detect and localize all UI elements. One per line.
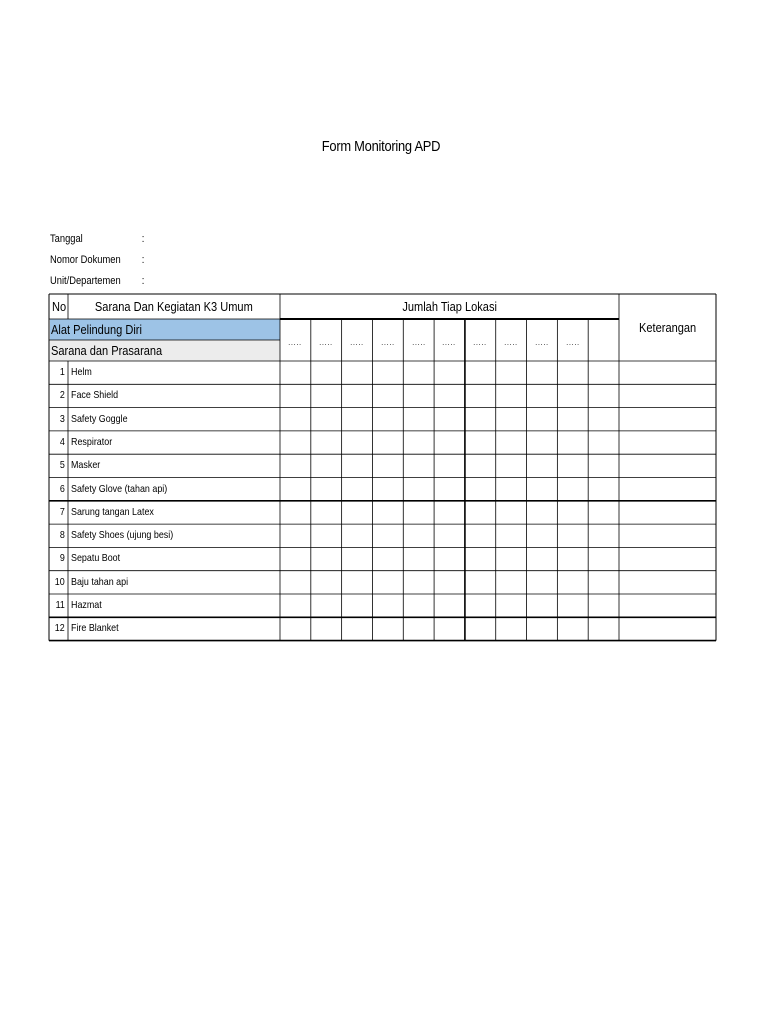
location-count-cell[interactable]	[434, 361, 465, 384]
location-count-cell[interactable]	[588, 361, 619, 384]
location-count-cell[interactable]	[496, 594, 527, 617]
location-count-cell[interactable]	[403, 408, 434, 431]
location-count-cell[interactable]	[403, 384, 434, 407]
location-count-cell[interactable]	[280, 454, 311, 477]
location-count-cell[interactable]	[403, 478, 434, 501]
location-count-cell[interactable]	[372, 361, 403, 384]
location-count-cell[interactable]	[403, 361, 434, 384]
row-item-name	[71, 547, 280, 570]
row-number-text: 8	[60, 529, 65, 542]
location-count-cell[interactable]	[342, 501, 373, 524]
location-count-cell[interactable]	[311, 547, 342, 570]
location-count-cell[interactable]	[372, 501, 403, 524]
location-column-header-text: .....	[442, 338, 457, 347]
location-count-cell[interactable]	[465, 524, 496, 547]
header-no-text: No	[52, 299, 67, 314]
row-number	[49, 361, 65, 384]
header-locations	[280, 294, 619, 319]
location-count-cell[interactable]	[280, 431, 311, 454]
location-count-cell[interactable]	[434, 571, 465, 594]
location-column-header[interactable]	[311, 325, 342, 361]
location-count-cell[interactable]	[434, 547, 465, 570]
location-count-cell[interactable]	[465, 454, 496, 477]
location-count-cell[interactable]	[496, 408, 527, 431]
location-count-cell[interactable]	[434, 384, 465, 407]
row-item-name	[71, 361, 280, 384]
location-count-cell[interactable]	[280, 361, 311, 384]
location-count-cell[interactable]	[280, 408, 311, 431]
field-separator: :	[141, 254, 145, 266]
location-count-cell[interactable]	[403, 617, 434, 640]
location-column-header-text: .....	[535, 338, 549, 347]
location-count-cell[interactable]	[372, 594, 403, 617]
row-item-name-text: Face Shield	[71, 389, 119, 402]
location-count-cell[interactable]	[588, 408, 619, 431]
form-title: Form Monitoring APD	[321, 138, 441, 155]
location-count-cell[interactable]	[557, 571, 588, 594]
notes-cell[interactable]	[619, 361, 716, 384]
location-count-cell[interactable]	[527, 478, 558, 501]
location-column-header-text: .....	[350, 338, 364, 347]
location-count-cell[interactable]	[588, 524, 619, 547]
location-count-cell[interactable]	[280, 617, 311, 640]
location-count-cell[interactable]	[434, 617, 465, 640]
location-count-cell[interactable]	[588, 431, 619, 454]
field-separator: :	[141, 233, 145, 245]
location-count-cell[interactable]	[527, 617, 558, 640]
location-count-cell[interactable]	[465, 547, 496, 570]
row-item-name-text: Sarung tangan Latex	[71, 505, 154, 518]
location-count-cell[interactable]	[588, 617, 619, 640]
location-count-cell[interactable]	[465, 408, 496, 431]
location-count-cell[interactable]	[527, 501, 558, 524]
header-item	[68, 294, 280, 319]
location-count-cell[interactable]	[557, 524, 588, 547]
category-selected-label-text: Alat Pelindung Diri	[51, 322, 142, 337]
location-column-header-text: .....	[473, 338, 488, 347]
row-number	[49, 408, 65, 431]
row-item-name	[71, 594, 280, 617]
location-count-cell[interactable]	[588, 501, 619, 524]
header-item-text: Sarana Dan Kegiatan K3 Umum	[95, 299, 253, 314]
location-count-cell[interactable]	[496, 431, 527, 454]
location-count-cell[interactable]	[372, 524, 403, 547]
location-count-cell[interactable]	[280, 384, 311, 407]
location-count-cell[interactable]	[588, 454, 619, 477]
location-column-header-text: .....	[504, 338, 518, 347]
location-count-cell[interactable]	[342, 524, 373, 547]
field-label: Unit/Departemen	[50, 275, 121, 287]
row-number	[49, 571, 65, 594]
location-column-header-text: .....	[319, 338, 334, 347]
row-number	[49, 617, 65, 640]
location-count-cell[interactable]	[434, 454, 465, 477]
category-other-label-text: Sarana dan Prasarana	[51, 343, 163, 358]
location-column-header[interactable]	[342, 325, 373, 361]
row-item-name-text: Safety Shoes (ujung besi)	[71, 529, 174, 542]
location-count-cell[interactable]	[342, 408, 373, 431]
row-item-name	[71, 617, 280, 640]
location-count-cell[interactable]	[342, 384, 373, 407]
location-count-cell[interactable]	[434, 501, 465, 524]
location-count-cell[interactable]	[434, 408, 465, 431]
row-item-name	[71, 431, 280, 454]
row-number	[49, 454, 65, 477]
location-column-header-text: .....	[565, 338, 580, 347]
notes-cell[interactable]	[619, 454, 716, 477]
row-item-name	[71, 408, 280, 431]
notes-cell[interactable]	[619, 408, 716, 431]
row-item-name-text: Helm	[71, 366, 92, 378]
notes-cell[interactable]	[619, 478, 716, 501]
location-count-cell[interactable]	[588, 594, 619, 617]
row-item-name	[71, 501, 280, 524]
location-count-cell[interactable]	[372, 431, 403, 454]
location-count-cell[interactable]	[311, 501, 342, 524]
location-count-cell[interactable]	[465, 617, 496, 640]
row-item-name	[71, 384, 280, 407]
row-number-text: 10	[55, 575, 65, 588]
location-count-cell[interactable]	[403, 547, 434, 570]
location-count-cell[interactable]	[527, 454, 558, 477]
header-notes-text: Keterangan	[638, 320, 697, 335]
notes-cell[interactable]	[619, 524, 716, 547]
location-count-cell[interactable]	[557, 547, 588, 570]
row-number-text: 3	[60, 412, 65, 425]
row-item-name-text: Baju tahan api	[71, 575, 129, 588]
row-item-name-text: Safety Goggle	[71, 412, 128, 425]
row-item-name-text: Fire Blanket	[71, 622, 119, 635]
row-number-text: 12	[55, 622, 65, 635]
location-count-cell[interactable]	[465, 571, 496, 594]
location-count-cell[interactable]	[372, 478, 403, 501]
row-item-name-text: Sepatu Boot	[71, 552, 121, 565]
row-number-text: 4	[60, 435, 65, 448]
location-count-cell[interactable]	[557, 594, 588, 617]
location-count-cell[interactable]	[527, 431, 558, 454]
row-number	[49, 594, 65, 617]
location-count-cell[interactable]	[465, 478, 496, 501]
row-number-text: 11	[55, 599, 65, 611]
row-item-name-text: Hazmat	[71, 599, 102, 611]
row-number	[49, 431, 65, 454]
location-count-cell[interactable]	[496, 571, 527, 594]
location-count-cell[interactable]	[280, 571, 311, 594]
row-number	[49, 478, 65, 501]
row-number-text: 1	[60, 366, 65, 378]
location-column-header[interactable]	[557, 325, 588, 361]
location-column-header-text: .....	[381, 338, 395, 347]
location-count-cell[interactable]	[311, 617, 342, 640]
location-column-header[interactable]	[372, 325, 403, 361]
location-count-cell[interactable]	[527, 571, 558, 594]
location-count-cell[interactable]	[557, 478, 588, 501]
location-count-cell[interactable]	[588, 571, 619, 594]
header-locations-text: Jumlah Tiap Lokasi	[402, 299, 497, 314]
location-count-cell[interactable]	[557, 384, 588, 407]
notes-cell[interactable]	[619, 547, 716, 570]
location-count-cell[interactable]	[372, 547, 403, 570]
location-count-cell[interactable]	[311, 571, 342, 594]
location-count-cell[interactable]	[557, 408, 588, 431]
location-count-cell[interactable]	[496, 617, 527, 640]
row-item-name	[71, 524, 280, 547]
location-count-cell[interactable]	[434, 431, 465, 454]
row-number-text: 5	[60, 459, 65, 472]
row-number-text: 6	[60, 482, 65, 495]
row-number	[49, 524, 65, 547]
location-column-header[interactable]	[588, 325, 619, 361]
location-count-cell[interactable]	[465, 384, 496, 407]
location-count-cell[interactable]	[342, 594, 373, 617]
header-no	[52, 294, 68, 319]
location-count-cell[interactable]	[342, 547, 373, 570]
location-count-cell[interactable]	[527, 408, 558, 431]
location-column-header[interactable]	[496, 325, 527, 361]
location-count-cell[interactable]	[311, 361, 342, 384]
field-label: Nomor Dokumen	[50, 254, 121, 266]
location-column-header-text: .....	[288, 338, 303, 347]
location-count-cell[interactable]	[527, 547, 558, 570]
location-count-cell[interactable]	[403, 524, 434, 547]
row-number-text: 9	[60, 552, 65, 565]
location-count-cell[interactable]	[496, 454, 527, 477]
location-count-cell[interactable]	[342, 361, 373, 384]
location-column-header[interactable]	[403, 325, 434, 361]
location-count-cell[interactable]	[588, 478, 619, 501]
field-separator: :	[141, 275, 145, 287]
location-count-cell[interactable]	[496, 547, 527, 570]
location-count-cell[interactable]	[465, 594, 496, 617]
location-count-cell[interactable]	[557, 361, 588, 384]
location-count-cell[interactable]	[311, 454, 342, 477]
header-notes	[619, 294, 716, 361]
location-count-cell[interactable]	[372, 384, 403, 407]
location-count-cell[interactable]	[557, 454, 588, 477]
location-count-cell[interactable]	[496, 478, 527, 501]
location-count-cell[interactable]	[557, 617, 588, 640]
location-count-cell[interactable]	[496, 501, 527, 524]
row-item-name-text: Safety Glove (tahan api)	[71, 482, 168, 495]
notes-cell[interactable]	[619, 501, 716, 524]
location-count-cell[interactable]	[403, 454, 434, 477]
field-unit-departemen	[50, 275, 144, 287]
location-count-cell[interactable]	[434, 594, 465, 617]
row-item-name-text: Respirator	[71, 435, 113, 448]
location-count-cell[interactable]	[434, 524, 465, 547]
location-count-cell[interactable]	[403, 501, 434, 524]
row-item-name	[71, 454, 280, 477]
category-selected-label[interactable]	[51, 319, 280, 340]
row-number	[49, 501, 65, 524]
location-count-cell[interactable]	[280, 547, 311, 570]
notes-cell[interactable]	[619, 571, 716, 594]
location-count-cell[interactable]	[311, 384, 342, 407]
location-count-cell[interactable]	[342, 571, 373, 594]
row-number-text: 7	[60, 505, 65, 518]
field-nomor-dokumen	[50, 254, 144, 266]
row-number	[49, 547, 65, 570]
location-count-cell[interactable]	[311, 594, 342, 617]
location-count-cell[interactable]	[342, 478, 373, 501]
notes-cell[interactable]	[619, 617, 716, 640]
location-count-cell[interactable]	[465, 501, 496, 524]
location-count-cell[interactable]	[465, 361, 496, 384]
location-count-cell[interactable]	[557, 501, 588, 524]
location-count-cell[interactable]	[403, 594, 434, 617]
row-item-name	[71, 571, 280, 594]
location-count-cell[interactable]	[311, 408, 342, 431]
location-count-cell[interactable]	[496, 361, 527, 384]
location-count-cell[interactable]	[372, 408, 403, 431]
location-count-cell[interactable]	[311, 524, 342, 547]
location-count-cell[interactable]	[280, 524, 311, 547]
location-count-cell[interactable]	[280, 594, 311, 617]
location-count-cell[interactable]	[527, 361, 558, 384]
location-count-cell[interactable]	[557, 431, 588, 454]
notes-cell[interactable]	[619, 431, 716, 454]
location-count-cell[interactable]	[280, 501, 311, 524]
field-label: Tanggal	[50, 233, 83, 245]
location-count-cell[interactable]	[372, 571, 403, 594]
location-count-cell[interactable]	[588, 384, 619, 407]
location-count-cell[interactable]	[588, 547, 619, 570]
location-count-cell[interactable]	[372, 617, 403, 640]
row-item-name-text: Masker	[71, 459, 101, 472]
row-number-text: 2	[60, 389, 65, 402]
location-count-cell[interactable]	[372, 454, 403, 477]
location-count-cell[interactable]	[465, 431, 496, 454]
row-number	[49, 384, 65, 407]
location-count-cell[interactable]	[280, 478, 311, 501]
row-item-name	[71, 478, 280, 501]
notes-cell[interactable]	[619, 384, 716, 407]
location-count-cell[interactable]	[496, 384, 527, 407]
location-column-header-text: .....	[411, 338, 426, 347]
location-count-cell[interactable]	[496, 524, 527, 547]
location-column-header[interactable]	[280, 325, 311, 361]
location-count-cell[interactable]	[403, 431, 434, 454]
location-count-cell[interactable]	[342, 454, 373, 477]
location-count-cell[interactable]	[527, 384, 558, 407]
location-count-cell[interactable]	[527, 524, 558, 547]
category-other-label[interactable]	[51, 340, 280, 361]
location-column-header[interactable]	[465, 325, 496, 361]
location-count-cell[interactable]	[527, 594, 558, 617]
location-count-cell[interactable]	[311, 431, 342, 454]
location-count-cell[interactable]	[342, 617, 373, 640]
location-count-cell[interactable]	[403, 571, 434, 594]
location-count-cell[interactable]	[311, 478, 342, 501]
field-tanggal	[50, 233, 144, 245]
location-count-cell[interactable]	[342, 431, 373, 454]
location-column-header[interactable]	[527, 325, 558, 361]
location-count-cell[interactable]	[434, 478, 465, 501]
location-column-header[interactable]	[434, 325, 465, 361]
notes-cell[interactable]	[619, 594, 716, 617]
